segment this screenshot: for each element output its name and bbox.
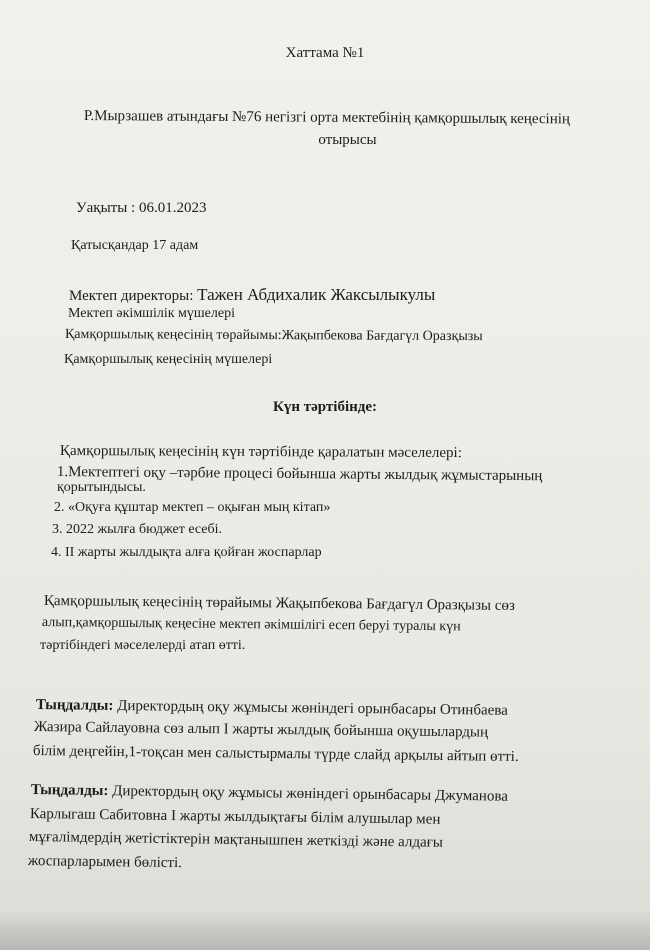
heading-line-2: отырысы <box>318 132 377 148</box>
agenda-intro: Қамқоршылық кеңесінің күн тәртібінде қаралатын мәселелері: <box>59 443 462 462</box>
board-members: Қамқоршылық кеңесінің мүшелері <box>64 352 273 367</box>
admin-members: Мектеп әкімшілік мүшелері <box>68 306 235 321</box>
agenda-title: Күн тәртібінде: <box>272 399 378 415</box>
agenda-item-1: 1.Мектептегі оқу –тәрбие процесі бойынша жарты жылдық жұмыстарының <box>56 464 543 485</box>
meeting-date: Уақыты : 06.01.2023 <box>76 200 207 216</box>
director-line <box>69 285 435 305</box>
paragraph-2-text: Директордың оқу жұмысы жөніндегі орынбасары Отинбаева <box>113 697 508 719</box>
heard-label: Тыңдалды: <box>35 697 114 714</box>
paragraph-2-line-3: білім деңгейін,1-тоқсан мен салыстырмалы түрде слайд арқылы айтып өтті. <box>32 743 519 765</box>
director-name: Тажен Абдихалик Жаксылыкулы <box>197 285 436 304</box>
paragraph-3-line-4: жоспарларымен бөлісті. <box>27 853 183 872</box>
paragraph-3-line-1 <box>31 782 508 806</box>
board-chair: Қамқоршылық кеңесінің төрайымы:Жақыпбекова Бағдагүл Оразқызы <box>64 327 483 345</box>
agenda-item-4: 4. ІІ жарты жылдықта алға қойған жоспарлар <box>51 545 322 560</box>
paragraph-3-line-2: Карлыгаш Сабитовна І жарты жылдықтағы білім алушылар мен <box>29 806 441 828</box>
paragraph-3-text: Директордың оқу жұмысы жөніндегі орынбасары Джуманова <box>108 783 509 805</box>
agenda-item-2: 2. «Оқуға құштар мектеп – оқыған мың кітап» <box>54 500 331 515</box>
document-title: Хаттама №1 <box>285 45 365 61</box>
paragraph-1-line-2: алып,қамқоршылық кеңесіне мектеп әкімшілігі есеп беруі туралы күн <box>41 615 461 635</box>
agenda-item-3: 3. 2022 жылға бюджет есебі. <box>52 522 223 537</box>
heading-line-1: Р.Мырзашев атындағы №76 негізгі орта мектебінің қамқоршылық кеңесінің <box>83 108 571 128</box>
paragraph-2-line-2: Жазира Сайлауовна сөз алып І жарты жылдық бойынша оқушылардың <box>33 719 489 741</box>
paragraph-3-line-3: мұғалімдердің жетістіктерін мақтанышпен жеткізді және алдағы <box>28 829 444 851</box>
heard-label: Тыңдалды: <box>30 782 109 800</box>
paragraph-1-line-1: Қамқоршылық кеңесінің төрайымы Жақыпбекова Бағдагүл Оразқызы сөз <box>43 593 515 614</box>
agenda-item-1-cont: қорытындысы. <box>57 480 146 495</box>
director-label: Мектеп директоры: <box>69 288 198 304</box>
paragraph-2-line-1 <box>36 697 508 720</box>
attendance-count: Қатысқандар 17 адам <box>71 238 199 253</box>
paragraph-1-line-3: тәртібіндегі мәселелерді атап өтті. <box>40 638 246 653</box>
